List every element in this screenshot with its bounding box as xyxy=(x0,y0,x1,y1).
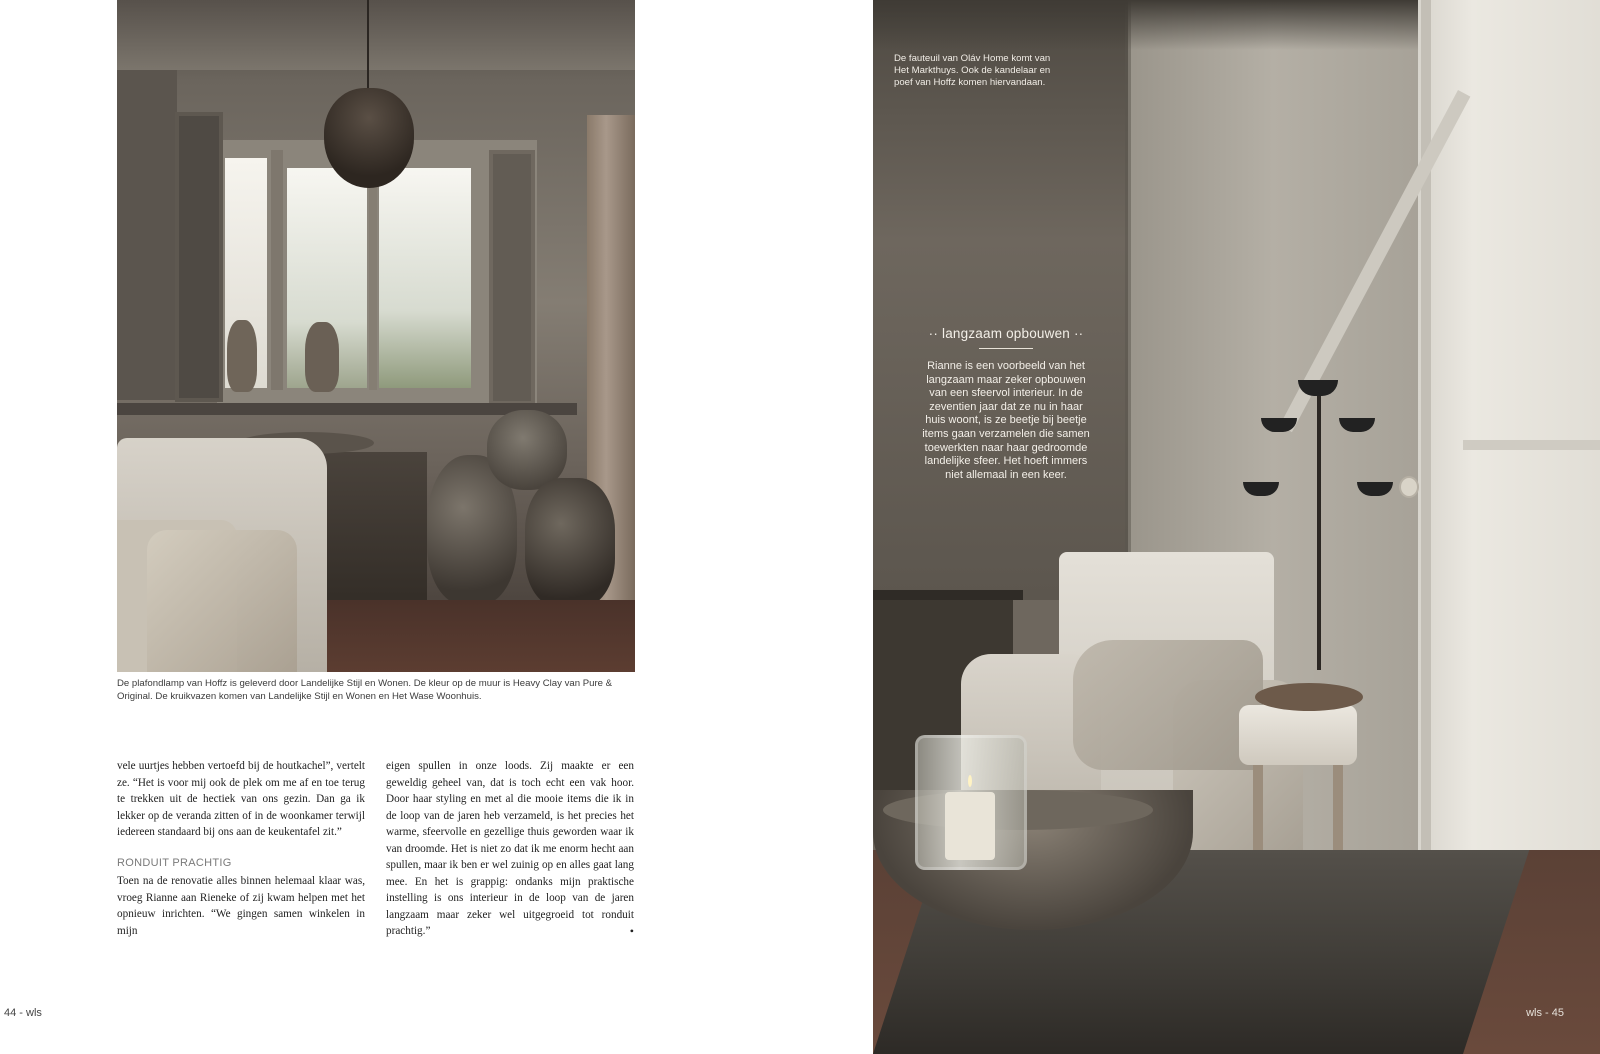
page-number: wls - 45 xyxy=(1526,1007,1564,1019)
pullquote xyxy=(921,326,1091,482)
pullquote-title: ·· langzaam opbouwen ·· xyxy=(928,326,1084,341)
section-subheading: RONDUIT PRACHTIG xyxy=(117,856,232,869)
body-paragraph: Toen na de renovatie alles binnen helemaal klaar was, vroeg Rianne aan Rieneke of zij kwam helpen met het opnieuw inrichten. “We gingen samen winkelen in mijn xyxy=(117,875,365,937)
body-paragraph: eigen spullen in onze loods. Zij maakte er een geweldig geheel van, dat is toch echt een vak hoor. Door haar styling en met al die mooie items die ik in de loop van de jaren heb verzameld, is het precies het warme, sfeervolle en gezellige thuis geworden waar ik van droomde. Het is niet zo dat ik me enorm hecht aan spullen, maar ik ben er wel zuinig op en alles gaat lang mee. En het is grappig: ondanks mijn praktische instelling is ons interieur in de loop van de jaren langzaam maar zeker wel uitgegroeid tot ronduit prachtig.” • xyxy=(386,760,634,938)
body-column-2 xyxy=(386,758,634,940)
right-page-photo xyxy=(873,0,1600,1054)
end-of-article-mark: • xyxy=(629,924,634,938)
pullquote-text: Rianne is een voorbeeld van het langzaam maar zeker opbouwen van een sfeervol interieur. In de zeventien jaar dat ze nu in haar huis woont, is ze beetje bij beetje items gaan verzamelen die samen toewerkten naar haar gedroomde landelijke sfeer. Het hoeft immers niet allemaal in een keer. xyxy=(922,360,1090,481)
body-column-1 xyxy=(117,758,365,939)
page-number: 44 - wls xyxy=(4,1007,42,1019)
photo-caption: De fauteuil van Oláv Home komt van Het Markthuys. Ook de kandelaar en poef van Hoffz komen hiervandaan. xyxy=(894,53,1051,89)
divider xyxy=(979,348,1033,349)
photo-caption: De plafondlamp van Hoffz is geleverd door Landelijke Stijl en Wonen. De kleur op de muur is Heavy Clay van Pure & Original. De kruikvazen komen van Landelijke Stijl en Wonen en Het Wase Woonhuis. xyxy=(117,678,613,702)
interior-photo-window-corner xyxy=(117,0,635,672)
body-paragraph: vele uurtjes hebben vertoefd bij de houtkachel”, vertelt ze. “Het is voor mij ook de plek om me af en toe terug te trekken uit de hectiek van ons gezin. Dan ga ik lekker op de veranda zitten of in de woonkamer terwijl iedereen standaard bij ons aan de keukentafel zit.” xyxy=(117,760,365,838)
